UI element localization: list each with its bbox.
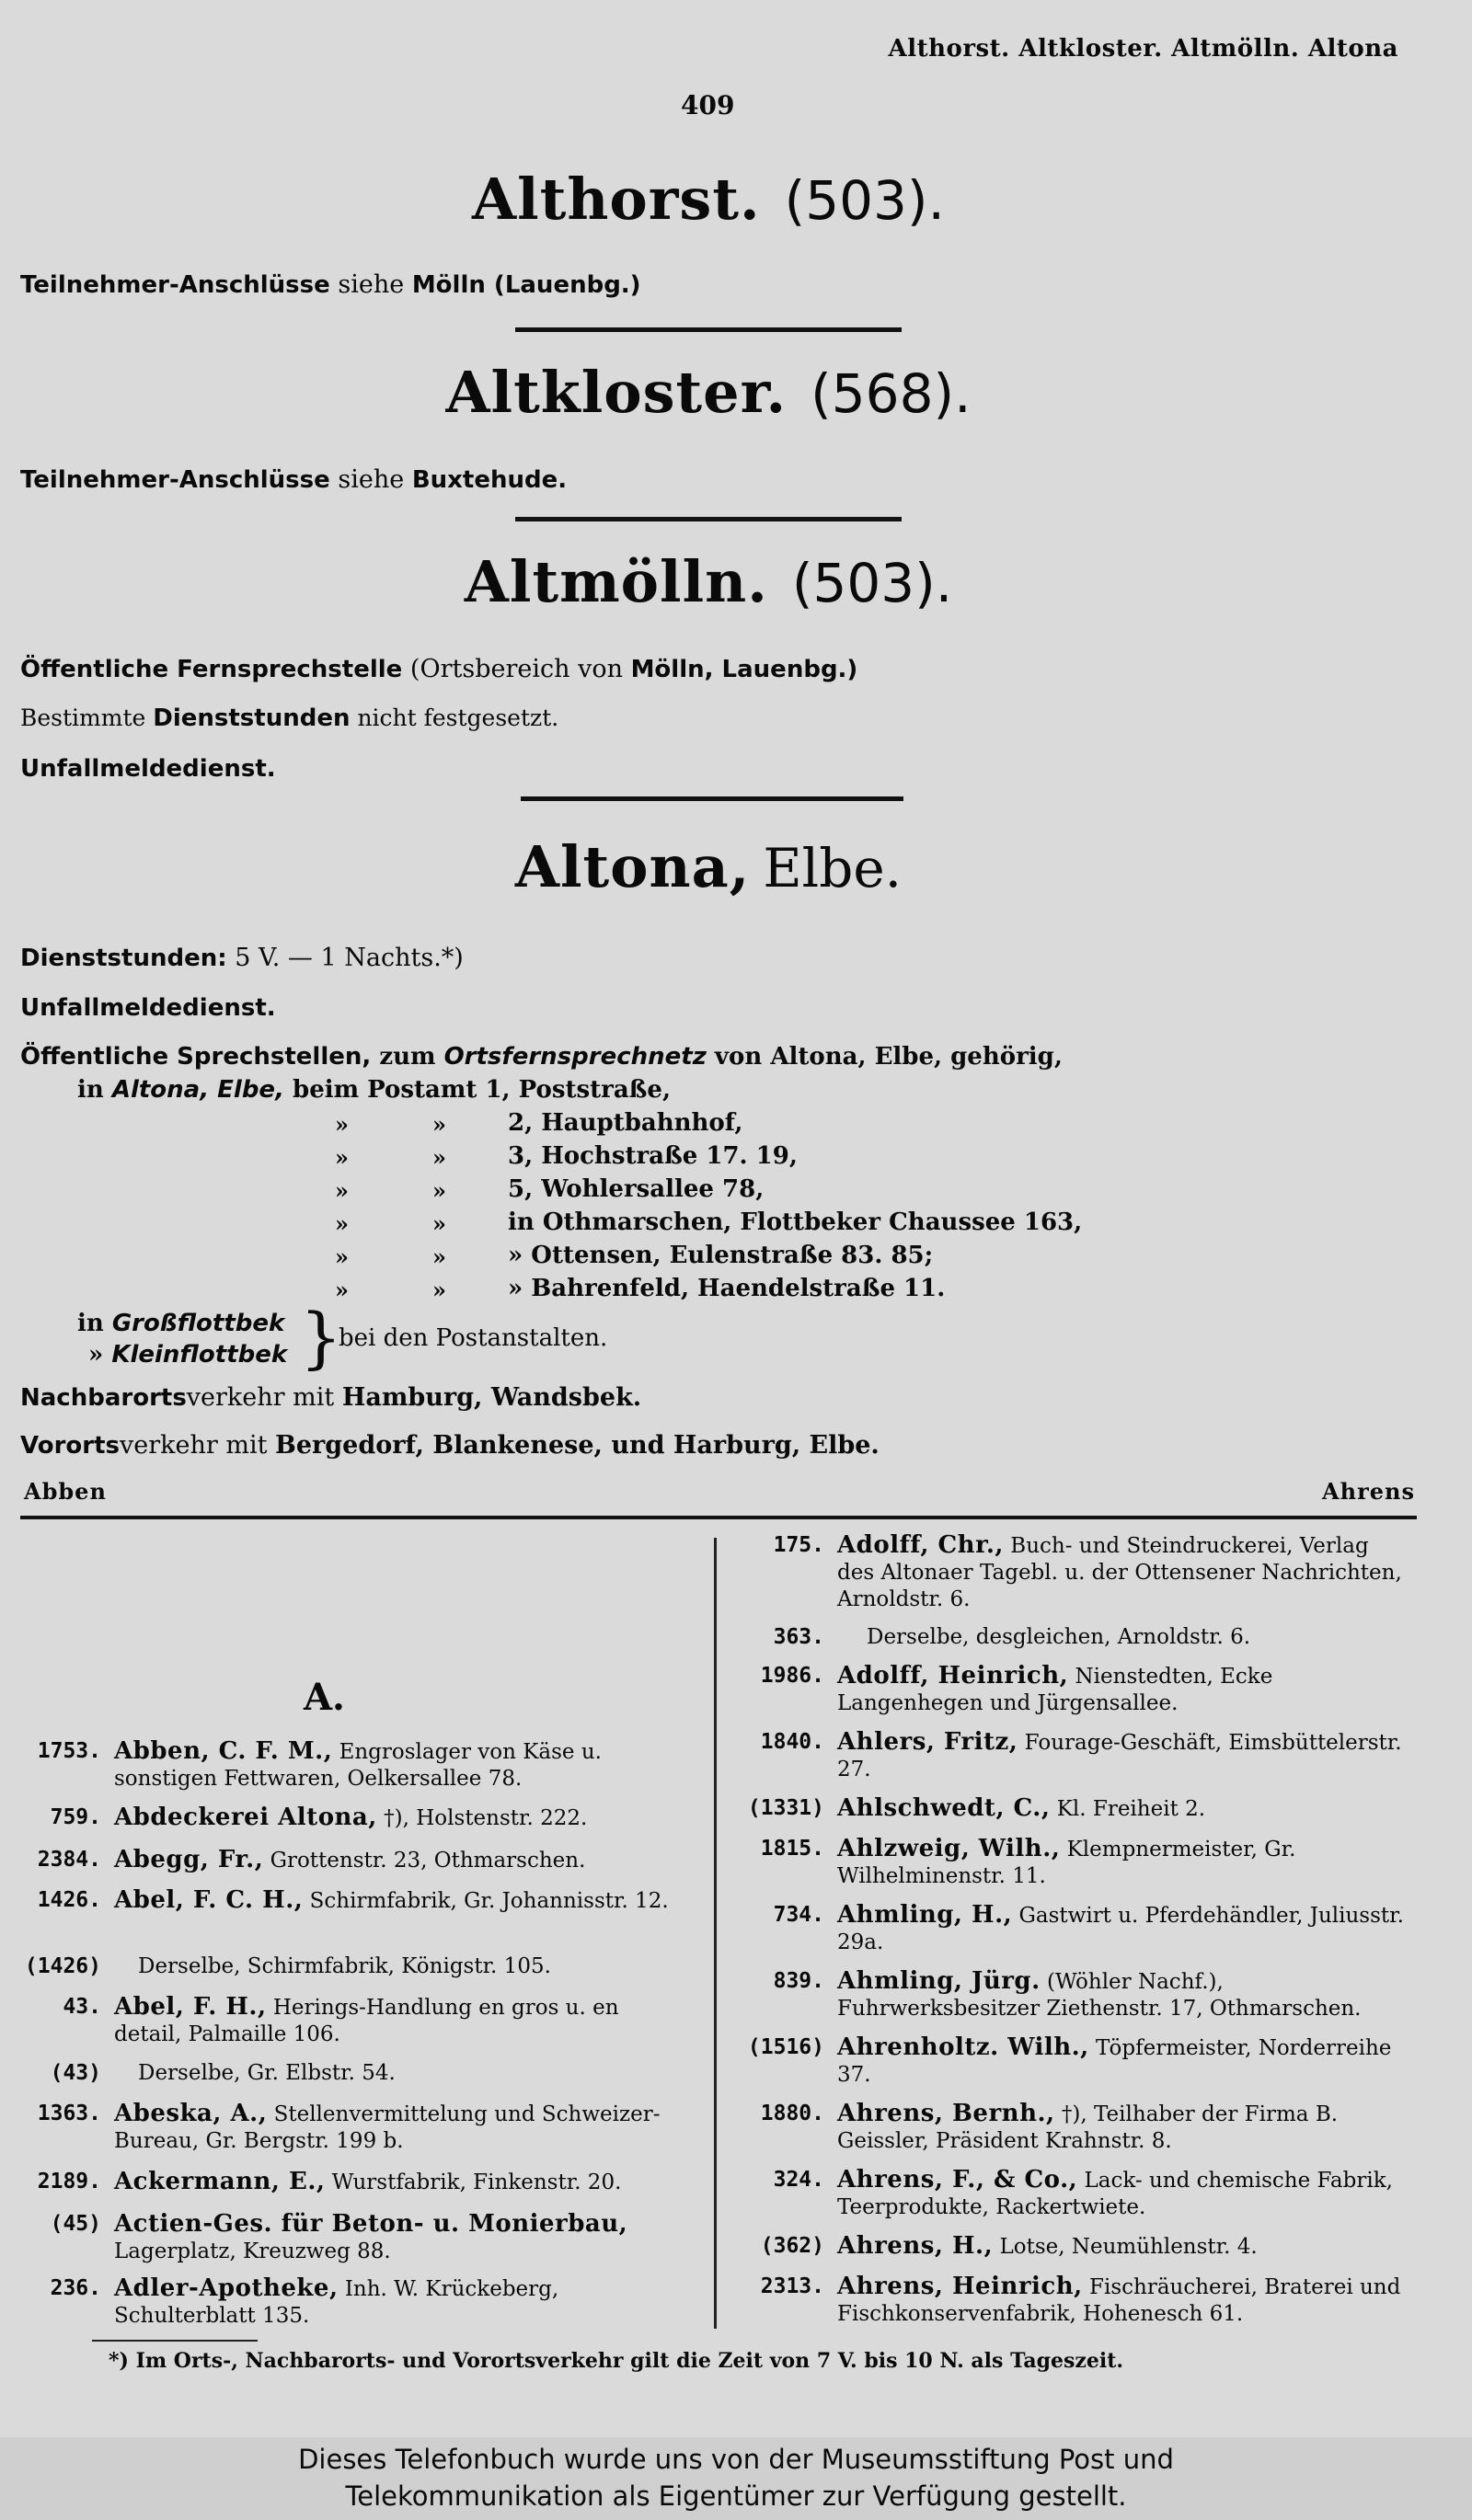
places: Bergedorf, Blankenese, und Harburg, Elbe. — [275, 1431, 880, 1460]
guide-word-left: Abben — [24, 1478, 107, 1505]
entry-details: †), Teilhaber der Firma B. Geissler, Präsident Krahnstr. 8. — [837, 2102, 1339, 2153]
label: Öffentliche Fernsprechstelle — [20, 656, 403, 683]
altona-sprechstellen — [20, 1043, 1063, 1071]
entry-number: 1753. — [37, 1739, 101, 1763]
entry-number: 1880. — [760, 2102, 824, 2125]
entry-number: 43. — [63, 1995, 101, 2019]
entry-name: Ahrens, F., & Co., — [837, 2166, 1078, 2194]
divider — [521, 796, 903, 801]
entry-number: 1986. — [760, 1664, 824, 1688]
label: Bestimmte — [20, 704, 146, 731]
reference: Mölln (Lauenbg.) — [411, 271, 641, 299]
entry-name: Abben, C. F. M., — [114, 1737, 333, 1765]
ditto-mark: » — [335, 1177, 349, 1204]
running-header: Althorst. Altkloster. Altmölln. Altona — [888, 35, 1398, 63]
section-title-altona — [0, 833, 1417, 900]
column-divider-horizontal — [20, 1516, 1417, 1519]
value: 5 V. — 1 Nachts.*) — [235, 944, 464, 972]
label: Dienststunden — [153, 704, 351, 732]
label: Unfallmeldedienst. — [20, 994, 276, 1022]
entry-details: Schirmfabrik, Gr. Johannisstr. 12. — [309, 1889, 669, 1913]
entry-number: 1815. — [760, 1837, 824, 1861]
entry-name: Ahrens, H., — [837, 2232, 994, 2260]
reference: Buxtehude. — [411, 466, 568, 494]
entry-details: Lagerplatz, Kreuzweg 88. — [114, 2239, 391, 2263]
entry-name: Ahrens, Heinrich, — [837, 2273, 1083, 2300]
page-number: 409 — [681, 90, 735, 120]
ditto-mark: » — [432, 1277, 446, 1303]
label: nicht festgesetzt. — [357, 704, 559, 731]
entry-name: Ahlers, Fritz, — [837, 1728, 1018, 1756]
label: in — [77, 1076, 104, 1104]
ditto-mark: » — [432, 1177, 446, 1204]
entry-name: Adler-Apotheke, — [114, 2274, 339, 2302]
place-name: Althorst. — [472, 166, 761, 233]
ditto-line: 3, Hochstraße 17. 19, — [508, 1142, 798, 1170]
section-title-altkloster — [0, 359, 1417, 426]
ditto-line: in Othmarschen, Flottbeker Chaussee 163, — [508, 1208, 1083, 1236]
place-name: Altmölln. — [464, 548, 768, 615]
entry-details: Buch- und Steindruckerei, Verlag des Altonaer Tagebl. u. der Ottensener Nachrichten, Arnoldstr. 6. — [837, 1534, 1402, 1611]
ditto-mark: » — [432, 1111, 446, 1138]
ditto-line: 5, Wohlersallee 78, — [508, 1175, 765, 1203]
vororts-line — [20, 1431, 880, 1460]
label: in — [77, 1310, 104, 1337]
entry-number: (43) — [50, 2061, 101, 2085]
entry-name: Abeska, A., — [114, 2100, 268, 2127]
entry-details: Inh. W. Krückeberg, Schulterblatt 135. — [114, 2277, 559, 2328]
entry-name: Ahmling, H., — [837, 1901, 1013, 1929]
entry-number: (45) — [50, 2212, 101, 2236]
label: Teilnehmer-Anschlüsse — [20, 466, 330, 494]
ditto-mark: » — [432, 1243, 446, 1270]
entry-details: Wurstfabrik, Finkenstr. 20. — [331, 2171, 622, 2194]
entry-details: Herings-Handlung en gros u. en detail, Palmaille 106. — [114, 1996, 619, 2046]
entry-number: (1516) — [747, 2035, 824, 2059]
section-title-althorst — [0, 166, 1417, 233]
entry-name: Ahlschwedt, C., — [837, 1794, 1051, 1822]
altmoelln-line-1 — [20, 655, 857, 683]
entry-number: 2313. — [760, 2274, 824, 2298]
footnote: *) Im Orts-, Nachbarorts- und Vorortsverkehr gilt die Zeit von 7 V. bis 10 N. als Tageszeit. — [109, 2349, 1124, 2373]
altona-unfall — [20, 993, 276, 1022]
entry-number: (362) — [760, 2234, 824, 2258]
ditto-line: » Bahrenfeld, Haendelstraße 11. — [508, 1275, 946, 1302]
place-name: Altona, — [514, 833, 751, 900]
label: siehe — [338, 270, 405, 299]
entry-details: Engroslager von Käse u. sonstigen Fettwaren, Oelkersallee 78. — [114, 1740, 602, 1791]
kleinflottbek-line — [88, 1341, 287, 1369]
reference: Mölln, Lauenbg.) — [630, 656, 858, 683]
label: Öffentliche Sprechstellen, — [20, 1043, 372, 1071]
section-letter: A. — [304, 1676, 345, 1719]
place-name: Altkloster. — [445, 359, 788, 426]
label: von Altona, Elbe, gehörig, — [714, 1043, 1063, 1071]
entry-name: Ahrens, Bernh., — [837, 2100, 1055, 2127]
ditto-mark: » — [432, 1144, 446, 1171]
entry-name: Ahlzweig, Wilh., — [837, 1835, 1061, 1862]
entry-name: Abdeckerei Altona, — [114, 1804, 377, 1831]
section-title-altmoelln — [0, 548, 1417, 615]
entry-number: 175. — [773, 1533, 824, 1557]
entry-number: (1331) — [747, 1796, 824, 1820]
entry-number: 324. — [773, 2168, 824, 2192]
altmoelln-line-2 — [20, 704, 558, 732]
entry-number: 2189. — [37, 2170, 101, 2194]
entry-number: 1840. — [760, 1730, 824, 1754]
entry-number: 1363. — [37, 2102, 101, 2125]
footnote-divider — [92, 2340, 258, 2342]
ditto-mark: » — [335, 1277, 349, 1303]
area-code: (503). — [791, 552, 953, 614]
nachbarorts-line — [20, 1383, 641, 1412]
entry-number: 734. — [773, 1903, 824, 1927]
altmoelln-line-3 — [20, 754, 276, 783]
entry-number: 759. — [50, 1805, 101, 1829]
label: beim Postamt 1, Poststraße, — [293, 1076, 672, 1104]
label: Nachbarorts — [20, 1384, 187, 1412]
altkloster-line — [20, 465, 567, 494]
entry-details: †), Holstenstr. 222. — [384, 1806, 588, 1830]
altona-postamt-1 — [77, 1076, 671, 1104]
entry-number: 363. — [773, 1625, 824, 1649]
divider — [515, 517, 902, 521]
entry-number: 839. — [773, 1969, 824, 1993]
divider — [515, 327, 902, 332]
place: Großflottbek — [111, 1310, 285, 1337]
banner-line: Dieses Telefonbuch wurde uns von der Museumsstiftung Post und — [298, 2444, 1174, 2475]
ditto-mark: » — [335, 1111, 349, 1138]
label: siehe — [338, 465, 405, 494]
entry-number: 2384. — [37, 1848, 101, 1872]
label: (Ortsbereich von — [409, 655, 623, 683]
ditto-mark: » — [335, 1243, 349, 1270]
ditto-mark: » — [88, 1341, 104, 1369]
entry-name: Ahmling, Jürg. — [837, 1967, 1041, 1995]
label: Ortsfernsprechnetz — [443, 1043, 707, 1071]
label: Teilnehmer-Anschlüsse — [20, 271, 330, 299]
entry-details: Derselbe, Schirmfabrik, Königstr. 105. — [138, 1954, 551, 1978]
label: Dienststunden: — [20, 945, 227, 972]
entry-name: Adolff, Chr., — [837, 1531, 1004, 1559]
entry-name: Abegg, Fr., — [114, 1846, 264, 1873]
entry-details: Lack- und chemische Fabrik, Teerprodukte, Rackertwiete. — [837, 2169, 1393, 2219]
postanstalten-text: bei den Postanstalten. — [339, 1324, 608, 1352]
entry-name: Actien-Ges. für Beton- u. Monierbau, — [114, 2210, 628, 2238]
entry-details: (Wöhler Nachf.), Fuhrwerksbesitzer Ziethenstr. 17, Othmarschen. — [837, 1970, 1362, 2021]
entry-details: Gastwirt u. Pferdehändler, Juliusstr. 29a. — [837, 1904, 1404, 1954]
entry-name: Ackermann, E., — [114, 2168, 326, 2195]
entry-details: Grottenstr. 23, Othmarschen. — [270, 1849, 586, 1873]
althorst-line — [20, 270, 641, 299]
ownership-banner — [0, 2437, 1472, 2520]
guide-word-right: Ahrens — [1322, 1478, 1415, 1505]
entry-details: Stellenvermittelung und Schweizer-Bureau, Gr. Bergstr. 199 b. — [114, 2102, 661, 2153]
ditto-mark: » — [432, 1210, 446, 1237]
label: verkehr mit — [186, 1383, 335, 1412]
label: Altona, Elbe, — [111, 1076, 284, 1104]
entry-details: Klempnermeister, Gr. Wilhelminenstr. 11. — [837, 1838, 1296, 1888]
entry-name: Abel, F. C. H., — [114, 1886, 304, 1914]
entry-details: Derselbe, Gr. Elbstr. 54. — [138, 2061, 396, 2085]
column-divider-vertical — [714, 1538, 717, 2329]
label: Unfallmeldedienst. — [20, 755, 276, 783]
grossflottbek-line — [77, 1310, 284, 1337]
area-code: (503). — [784, 169, 945, 232]
label: Vororts — [20, 1432, 120, 1460]
entry-details: Derselbe, desgleichen, Arnoldstr. 6. — [867, 1625, 1251, 1649]
brace: } — [300, 1299, 342, 1376]
places: Hamburg, Wandsbek. — [341, 1383, 642, 1412]
area-code: (568). — [811, 362, 972, 425]
entry-name: Adolff, Heinrich, — [837, 1662, 1069, 1690]
label: verkehr mit — [119, 1431, 268, 1460]
entry-number: 236. — [50, 2276, 101, 2300]
entry-details: Fischräucherei, Braterei und Fischkonservenfabrik, Hohenesch 61. — [837, 2275, 1401, 2326]
entry-details: Töpfermeister, Norderreihe 37. — [837, 2036, 1392, 2087]
altona-hours — [20, 944, 464, 972]
ditto-line: » Ottensen, Eulenstraße 83. 85; — [508, 1242, 934, 1269]
entry-name: Abel, F. H., — [114, 1993, 267, 2021]
entry-details: Nienstedten, Ecke Langenhegen und Jürgensallee. — [837, 1665, 1273, 1715]
place: Kleinflottbek — [111, 1341, 288, 1369]
entry-number: (1426) — [24, 1954, 101, 1978]
banner-line: Telekommunikation als Eigentümer zur Verfügung gestellt. — [345, 2480, 1127, 2512]
ditto-line: 2, Hauptbahnhof, — [508, 1109, 743, 1137]
entry-details: Lotse, Neumühlenstr. 4. — [999, 2235, 1258, 2259]
entry-name: Ahrenholtz. Wilh., — [837, 2033, 1089, 2061]
entry-number: 1426. — [37, 1888, 101, 1912]
place-suffix: Elbe. — [763, 837, 903, 899]
entry-details: Fourage-Geschäft, Eimsbüttelerstr. 27. — [837, 1731, 1402, 1781]
ditto-mark: » — [335, 1144, 349, 1171]
ditto-mark: » — [335, 1210, 349, 1237]
entry-details: Kl. Freiheit 2. — [1056, 1797, 1206, 1821]
label: zum — [379, 1043, 436, 1071]
